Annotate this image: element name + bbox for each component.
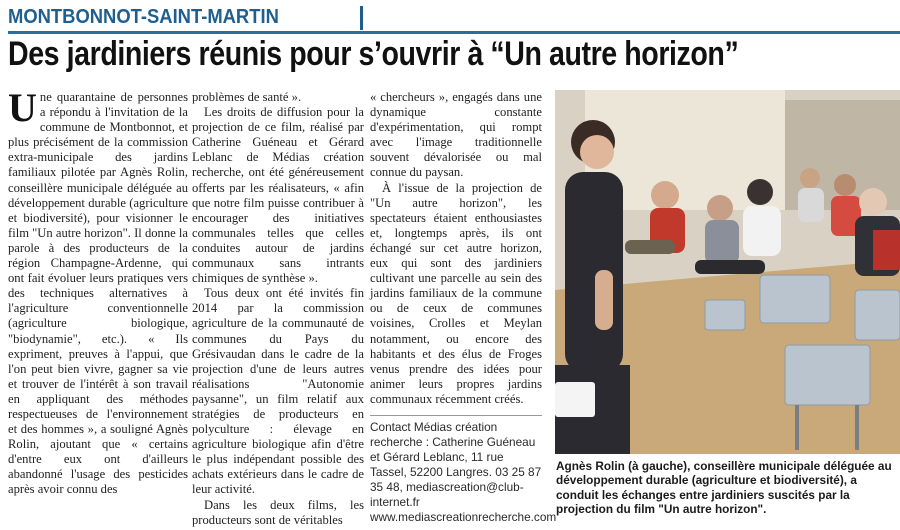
paragraph-text: ne quarantaine de personnes a répondu à l'invitation de la commune de Montbonnot, et plus précisément de la commission extra-municipale des jardins familiaux pilotée par Agnès Rolin, conseillère municipale déléguée au développement durable (agriculture et biodiversité), pour visionner le film "Un autre horizon". Il donne la parole à des producteurs de la région Champagne-Ardenne, qui ont fait évoluer leurs pratiques vers des techniques alternatives à l'agriculture conventionnelle (agriculture biologique, "biodynamie", etc.). « Ils expriment, preuves à l'appui, que l'on peut bien vivre, gagner sa vie et trouver de l'intérêt à son travail en appliquant des méthodes respectueuses de l'environnement et des hommes », a souligné Agnès Rolin, ajoutant que « certains d'entre eux ont d'ailleurs abandonné l'usage des pesticides après avoir connu des (8, 90, 188, 497)
article-paragraph (8, 85, 188, 498)
contact-divider (370, 407, 542, 416)
drop-cap: U (8, 85, 37, 130)
photo-illustration (555, 90, 900, 454)
photo-caption: Agnès Rolin (à gauche), conseillère municipale déléguée au développement durable (agriculture et biodiversité), a conduit les échanges entre jardiniers suscités par la projection du film "Un autre horizon". (556, 459, 892, 516)
article-headline: Des jardiniers réunis pour s’ouvrir à “Un autre horizon” (8, 35, 739, 73)
article-paragraph: Tous deux ont été invités fin 2014 par la commission agriculture de la communauté de communes du Pays du Grésivaudan dans le cadre de la projection d'une de leurs autres réalisations "Autonomie paysanne", un film relatif aux stratégies de producteurs en polyculture : élevage en agriculture biologique afin d'être le plus indépendant possible des achats extérieurs dans le cadre de leur activité. (192, 286, 364, 497)
article-paragraph: « chercheurs », engagés dans une dynamique constante d'expérimentation, qui rompt avec l'image traditionnelle souvent dévalorisée ou mal connue du paysan. (370, 90, 542, 180)
section-kicker (8, 4, 900, 34)
article-paragraph: Dans les deux films, les producteurs sont de véritables (192, 497, 364, 527)
article-column-3 (370, 90, 557, 525)
article-column-1 (8, 85, 188, 498)
article-column-2 (192, 90, 364, 528)
article-paragraph: À l'issue de la projection de "Un autre horizon", les spectateurs étaient enthousiastes et, longtemps après, ils ont échangé sur cet autre horizon, eux qui sont des jardiniers cultivant une parcelle au sein des jardins familiaux de la commune ou de ceux de communes voisines, Crolles et Meylan notamment, ou encore des habitants et des élus de Froges venus prendre des idées pour animer leurs propres jardins communaux récemment créés. (370, 180, 542, 406)
kicker-divider (360, 6, 363, 30)
article-photo (555, 90, 900, 454)
article-paragraph: problèmes de santé ». (192, 90, 302, 104)
kicker-label: MONTBONNOT-SAINT-MARTIN (8, 4, 283, 31)
article-paragraph: Les droits de diffusion pour la projection de ce film, réalisé par Catherine Guéneau et Gérard Leblanc de Médias création recherche, ont été généreusement offerts par les réalisateurs, « afin que notre film puisse contribuer à encourager des initiatives communales telles que celles conduites autour de jardins communaux sans intrants chimiques de synthèse ». (192, 105, 364, 286)
contact-block: Contact Médias création recherche : Catherine Guéneau et Gérard Leblanc, 11 rue Tassel, 52200 Langres. 03 25 87 35 48, mediascreation@club-internet.fr www.mediascreationrecherche.com (370, 419, 557, 524)
